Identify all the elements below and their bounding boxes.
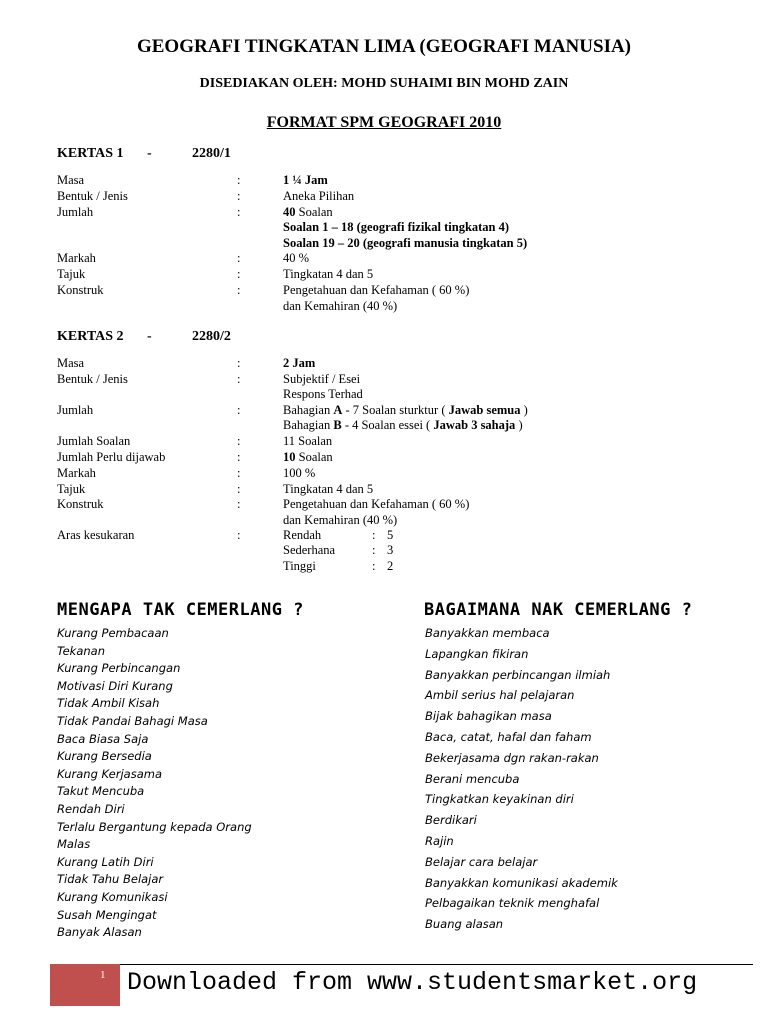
row-colon: : bbox=[237, 267, 241, 281]
row-label: Tajuk bbox=[57, 267, 86, 281]
row-value: Tingkatan 4 dan 5 bbox=[283, 267, 374, 281]
list-item: Tidak Tahu Belajar bbox=[57, 872, 164, 887]
author-line: DISEDIAKAN OLEH: MOHD SUHAIMI BIN MOHD ZAIN bbox=[199, 76, 569, 91]
list-item: Kurang Latih Diri bbox=[57, 854, 154, 869]
row-colon: : bbox=[237, 283, 241, 297]
list-item: Bijak bahagikan masa bbox=[425, 709, 552, 724]
k1-row-bentuk bbox=[57, 189, 707, 205]
k2-row-bentuk bbox=[57, 372, 707, 388]
row-label: Konstruk bbox=[57, 497, 104, 511]
k2-row-konstruk bbox=[57, 497, 707, 513]
row-colon: : bbox=[237, 482, 241, 496]
aras-value: 2 bbox=[387, 559, 394, 573]
row-colon: : bbox=[237, 189, 241, 203]
row-label: Tajuk bbox=[57, 482, 86, 496]
list-item: Takut Mencuba bbox=[57, 784, 145, 799]
row-label: Konstruk bbox=[57, 283, 104, 297]
row-value: Respons Terhad bbox=[283, 387, 363, 401]
page-number-box bbox=[50, 964, 120, 1006]
list-item: Malas bbox=[57, 837, 91, 852]
row-colon: : bbox=[237, 173, 241, 187]
right-section-heading: BAGAIMANA NAK CEMERLANG ? bbox=[424, 600, 693, 620]
list-item: Motivasi Diri Kurang bbox=[57, 678, 173, 693]
list-item: Berdikari bbox=[425, 813, 477, 828]
k1-row-masa bbox=[57, 173, 707, 189]
row-colon: : bbox=[237, 403, 241, 417]
row-value: Bahagian B - 4 Soalan essei ( Jawab 3 sahaja ) bbox=[283, 418, 523, 432]
document-title: GEOGRAFI TINGKATAN LIMA (GEOGRAFI MANUSIA) bbox=[136, 36, 632, 57]
row-colon: : bbox=[237, 497, 241, 511]
row-value: dan Kemahiran (40 %) bbox=[283, 299, 398, 313]
row-colon: : bbox=[237, 356, 241, 370]
row-colon: : bbox=[237, 450, 241, 464]
left-section-heading: MENGAPA TAK CEMERLANG ? bbox=[57, 600, 304, 620]
list-item: Berani mencuba bbox=[425, 771, 520, 786]
list-item: Kurang Komunikasi bbox=[57, 890, 168, 904]
aras-colon: : bbox=[372, 543, 376, 557]
kertas2-dash: - bbox=[147, 329, 152, 344]
list-item: Tidak Ambil Kisah bbox=[57, 696, 160, 711]
k2-row-jumlah bbox=[57, 403, 707, 419]
k2-row-bentuk-2 bbox=[57, 387, 707, 403]
aras-level: Rendah bbox=[283, 528, 322, 542]
kertas2-heading bbox=[57, 329, 231, 345]
row-label: Jumlah Soalan bbox=[57, 434, 131, 448]
k2-row-masa bbox=[57, 356, 707, 372]
row-label: Bentuk / Jenis bbox=[57, 189, 128, 203]
kertas1-dash: - bbox=[147, 146, 152, 161]
k2-row-konstruk-2 bbox=[57, 513, 707, 529]
k1-row-jumlah bbox=[57, 205, 707, 221]
list-item: Banyakkan membaca bbox=[425, 626, 550, 640]
row-value: dan Kemahiran (40 %) bbox=[283, 513, 398, 527]
row-value: 2 Jam bbox=[283, 356, 316, 370]
row-value: 10 Soalan bbox=[283, 450, 333, 464]
row-value: Pengetahuan dan Kefahaman ( 60 %) bbox=[283, 283, 470, 297]
list-item: Lapangkan fikiran bbox=[425, 646, 529, 661]
aras-value: 5 bbox=[387, 528, 394, 542]
kertas2-code: 2280/2 bbox=[192, 329, 231, 344]
list-item: Ambil serius hal pelajaran bbox=[425, 688, 575, 703]
k2-row-aras-3 bbox=[57, 559, 707, 575]
k1-row-markah bbox=[57, 251, 707, 267]
footer-download-text: Downloaded from www.studentsmarket.org bbox=[127, 968, 698, 997]
row-colon: : bbox=[237, 251, 241, 265]
k2-row-aras-2 bbox=[57, 543, 707, 559]
row-label: Jumlah bbox=[57, 403, 94, 417]
row-value: 40 Soalan bbox=[283, 205, 333, 219]
kertas1-heading bbox=[57, 146, 231, 162]
kertas1-code: 2280/1 bbox=[192, 146, 231, 161]
list-item: Buang alasan bbox=[425, 917, 504, 932]
row-label: Jumlah Perlu dijawab bbox=[57, 450, 166, 464]
row-label: Masa bbox=[57, 356, 85, 370]
list-item: Bekerjasama dgn rakan-rakan bbox=[425, 750, 599, 765]
k2-row-jumlah-soalan bbox=[57, 434, 707, 450]
row-colon: : bbox=[237, 528, 241, 542]
row-colon: : bbox=[237, 434, 241, 448]
list-item: Rajin bbox=[425, 834, 454, 848]
page-number: 1 bbox=[100, 969, 106, 981]
list-item: Rendah Diri bbox=[57, 802, 125, 816]
k1-row-konstruk-2 bbox=[57, 299, 707, 315]
row-colon: : bbox=[237, 372, 241, 386]
k1-row-soalan-a bbox=[57, 220, 707, 236]
list-item: Baca, catat, hafal dan faham bbox=[425, 730, 592, 744]
row-value: Soalan 19 – 20 (geografi manusia tingkatan 5) bbox=[283, 236, 528, 250]
list-item: Kurang Perbincangan bbox=[57, 661, 181, 676]
row-value: 11 Soalan bbox=[283, 434, 333, 448]
row-label: Markah bbox=[57, 251, 96, 265]
k1-row-soalan-b bbox=[57, 236, 707, 252]
row-value: Bahagian A - 7 Soalan sturktur ( Jawab semua ) bbox=[283, 403, 528, 417]
row-value: Tingkatan 4 dan 5 bbox=[283, 482, 374, 496]
row-value: Aneka Pilihan bbox=[283, 189, 355, 203]
list-item: Tingkatkan keyakinan diri bbox=[425, 792, 574, 807]
row-label: Jumlah bbox=[57, 205, 94, 219]
list-item: Banyakkan perbincangan ilmiah bbox=[425, 667, 611, 682]
kertas2-label: KERTAS 2 bbox=[57, 329, 124, 344]
list-item: Baca Biasa Saja bbox=[57, 731, 149, 746]
list-item: Kurang Kerjasama bbox=[57, 766, 163, 781]
row-label: Markah bbox=[57, 466, 96, 480]
k2-row-markah bbox=[57, 466, 707, 482]
row-colon: : bbox=[237, 205, 241, 219]
row-value: 40 % bbox=[283, 251, 310, 265]
kertas1-label: KERTAS 1 bbox=[57, 146, 124, 161]
list-item: Kurang Pembacaan bbox=[57, 626, 169, 640]
list-item: Kurang Bersedia bbox=[57, 749, 152, 764]
list-item: Pelbagaikan teknik menghafal bbox=[425, 896, 600, 911]
k2-row-bahagian-b bbox=[57, 418, 707, 434]
row-value: 100 % bbox=[283, 466, 316, 480]
list-item: Terlalu Bergantung kepada Orang bbox=[57, 819, 252, 834]
aras-value: 3 bbox=[387, 543, 394, 557]
row-label: Masa bbox=[57, 173, 85, 187]
k2-row-perlu bbox=[57, 450, 707, 466]
list-item: Tekanan bbox=[57, 643, 106, 658]
k1-row-konstruk bbox=[57, 283, 707, 299]
row-value: Pengetahuan dan Kefahaman ( 60 %) bbox=[283, 497, 470, 511]
aras-colon: : bbox=[372, 559, 376, 573]
row-value: Soalan 1 – 18 (geografi fizikal tingkatan 4) bbox=[283, 220, 510, 234]
list-item: Banyak Alasan bbox=[57, 925, 142, 940]
row-value: 1 ¼ Jam bbox=[283, 173, 328, 187]
format-title: FORMAT SPM GEOGRAFI 2010 bbox=[266, 114, 502, 131]
list-item: Belajar cara belajar bbox=[425, 854, 538, 869]
row-label: Aras kesukaran bbox=[57, 528, 135, 542]
list-item: Tidak Pandai Bahagi Masa bbox=[57, 714, 208, 728]
row-label: Bentuk / Jenis bbox=[57, 372, 128, 386]
k2-row-tajuk bbox=[57, 482, 707, 498]
list-item: Banyakkan komunikasi akademik bbox=[425, 875, 618, 890]
aras-level: Sederhana bbox=[283, 543, 336, 557]
aras-level: Tinggi bbox=[283, 559, 316, 573]
row-colon: : bbox=[237, 466, 241, 480]
aras-colon: : bbox=[372, 528, 376, 542]
k2-row-aras bbox=[57, 528, 707, 544]
k1-row-tajuk bbox=[57, 267, 707, 283]
list-item: Susah Mengingat bbox=[57, 907, 157, 922]
row-value: Subjektif / Esei bbox=[283, 372, 361, 386]
footer-divider bbox=[50, 964, 753, 965]
